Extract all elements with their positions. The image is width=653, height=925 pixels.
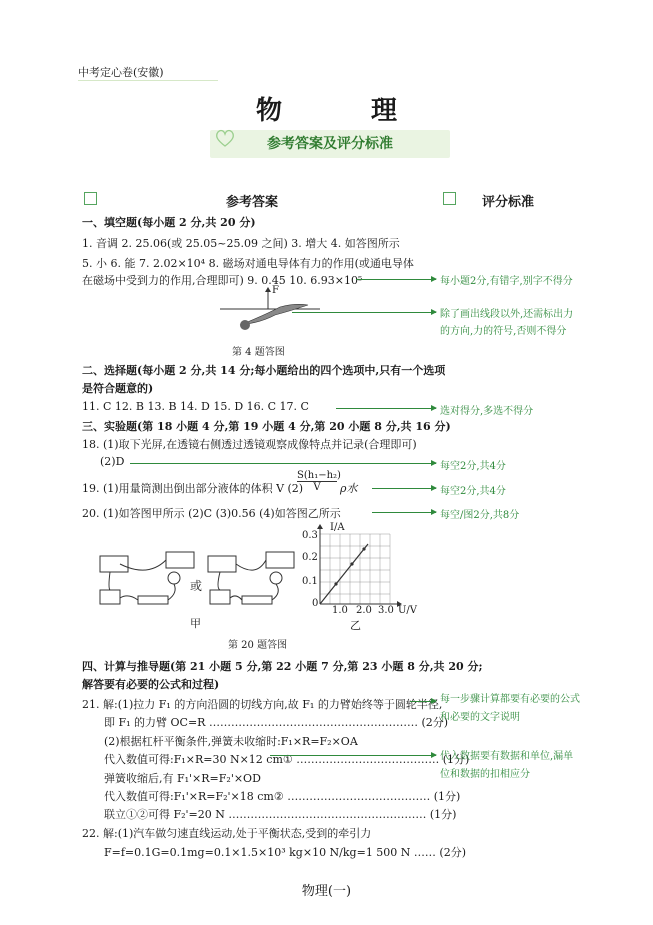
note-arrow [356,279,436,280]
note-arrow [410,701,436,702]
answer-line: 在磁场中受到力的作用,合理即可) 9. 0.45 10. 6.93×10⁵ [82,274,363,287]
grading-note: 每一步骤计算都要有必要的公式 [440,694,580,705]
page-footer: 物理(一) [301,884,352,899]
banner-title: 参考答案及评分标准 [267,136,393,152]
grading-note: 和必要的文字说明 [440,712,520,723]
book-header: 中考定心卷(安徽) [78,66,164,79]
answer-line: 5. 小 6. 能 7. 2.02×10⁴ 8. 磁场对通电导体有力的作用(或通电导体 [82,257,414,270]
figure-jia-label: 甲 [190,617,201,630]
section-heading: 三、实验题(第 18 小题 4 分,第 19 小题 4 分,第 20 小题 8 分,共 16 分) [82,420,451,433]
figure-caption: 第 4 题答图 [232,347,285,358]
x-tick: 2.0 [356,605,372,616]
grading-note: 每空/图2分,共8分 [440,510,520,521]
answer-line: 21. 解:(1)拉力 F₁ 的方向沿圆的切线方向,故 F₁ 的力臂始终等于圆轮半径, [82,698,443,711]
y-axis-label: I/A [330,522,345,533]
note-arrow [372,488,436,489]
x-axis-label: U/V [398,605,418,616]
answer-line: 代入数值可得:F₁'×R=F₂'×18 cm② ………………………………… (1分) [104,790,461,803]
section-heading: 一、填空题(每小题 2 分,共 20 分) [82,216,256,229]
grading-note: 除了画出线段以外,还需标出力 [440,309,574,320]
answer-line: 11. C 12. B 13. B 14. D 15. D 16. C 17. C [82,400,309,413]
grading-note: 每空2分,共4分 [440,486,506,497]
grading-note: 代入数据要有数据和单位,漏单 [440,751,574,762]
figure-yi-label: 乙 [350,619,361,632]
section-heading: 解答要有必要的公式和过程) [82,678,220,691]
answer-line: 19. (1)用量筒测出倒出部分液体的体积 V (2) [82,482,304,495]
grading-note: 每小题2分,有错字,别字不得分 [440,276,573,287]
answer-line: (2)根据杠杆平衡条件,弹簧未收缩时:F₁×R=F₂×OA [104,735,358,748]
x-tick: 1.0 [332,605,348,616]
header-rule [78,80,218,81]
page-title: 物 理 [255,96,438,126]
answer-line: 20. (1)如答图甲所示 (2)C (3)0.56 (4)如答图乙所示 [82,507,341,520]
checkbox-icon [84,192,97,205]
y-tick: 0.2 [302,552,318,563]
grading-note: 选对得分,多选不得分 [440,406,534,417]
y-tick: 0.1 [302,576,318,587]
answers-column-title: 参考答案 [226,195,279,210]
force-label: F [272,285,279,296]
answer-line: 即 F₁ 的力臂 OC=R ………………………………………………… (2分) [104,716,449,729]
x-tick: 3.0 [378,605,394,616]
section-heading: 四、计算与推导题(第 21 小题 5 分,第 22 小题 7 分,第 23 小题 8 分,共 20 分; [82,660,483,673]
note-arrow [130,463,436,464]
grading-column-title: 评分标准 [482,195,535,210]
note-arrow [292,312,436,313]
note-arrow [336,408,436,409]
checkbox-icon [443,192,456,205]
note-arrow [270,755,436,756]
answer-line: 18. (1)取下光屏,在透镜右侧透过透镜观察成像特点并记录(合理即可) [82,438,417,451]
note-arrow [372,512,436,513]
answer-line: 弹簧收缩后,有 F₁'×R=F₂'×OD [104,772,261,785]
answer-line: F=f=0.1G=0.1mg=0.1×1.5×10³ kg×10 N/kg=1 500 N …… (2分) [104,846,467,859]
y-tick: 0.3 [302,530,318,541]
or-label: 或 [190,579,203,593]
answer-line: 代入数值可得:F₁×R=30 N×12 cm① ………………………………… (1分) [104,753,470,766]
answer-line: (2)D [100,455,125,468]
y-tick: 0 [312,598,319,609]
formula-numerator: S(h₁−h₂) [297,470,341,481]
grading-note: 每空2分,共4分 [440,461,506,472]
formula-rho: ρ水 [340,482,358,495]
section-heading: 是符合题意的) [82,382,154,395]
section-heading: 二、选择题(每小题 2 分,共 14 分;每小题给出的四个选项中,只有一个选项 [82,364,446,377]
figure-caption: 第 20 题答图 [228,640,288,651]
formula-denominator: V [313,482,321,493]
answer-line: 22. 解:(1)汽车做匀速直线运动,处于平衡状态,受到的牵引力 [82,827,372,840]
answer-line: 1. 音调 2. 25.06(或 25.05~25.09 之间) 3. 增大 4. 如答图所示 [82,237,400,250]
grading-note: 位和数据的扣相应分 [440,769,530,780]
grading-note: 的方向,力的符号,否则不得分 [440,326,567,337]
answer-line: 联立①②可得 F₂'=20 N ……………………………………………… (1分) [104,808,457,821]
formula-19 [297,470,341,493]
